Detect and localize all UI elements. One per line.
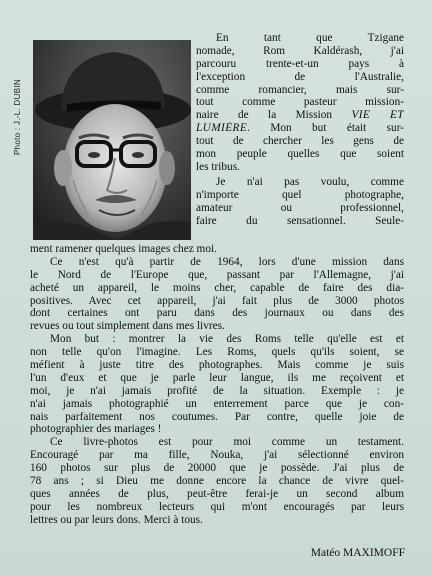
text-line: moi, je n'ai jamais profité de la situation. Exemple : je (30, 384, 404, 397)
text-line: le Nord de l'Europe que, passant par l'Allemagne, j'ai (30, 268, 404, 281)
text-line: mon peuple quelles que soient (196, 148, 404, 161)
text-line: Ce n'est qu'à partir de 1964, lors d'une mission dans (50, 255, 404, 268)
author-portrait (33, 40, 191, 240)
text-line: tout de chercher les gens de (196, 135, 404, 148)
paragraph-2-side (196, 176, 404, 228)
text-fragment: . Mon but était sur- (247, 122, 404, 135)
text-line: amateur ou professionnel, (196, 201, 404, 214)
text-line: lettres ou par leurs dons. Merci à tous. (30, 513, 203, 526)
text-line: 78 ans ; si Dieu me donne encore la chance de vivre quel- (30, 475, 404, 488)
text-line: faire du sensationnel. Seule- (196, 214, 404, 227)
text-line (196, 122, 404, 135)
text-line: Encouragé par ma fille, Nouka, j'ai sélectionné environ (30, 449, 404, 462)
text-line (196, 109, 404, 122)
body-text (30, 243, 404, 527)
text-line: non telle qu'on l'imagine. Les Roms, quels qu'ils soient, se (30, 346, 404, 359)
photo-credit: Photo : J.-L. DUBIN (13, 79, 22, 155)
text-line: photographier des mariages ! (30, 423, 162, 436)
text-line: n'importe quel photographe, (196, 188, 404, 201)
intro-paragraph (196, 32, 404, 174)
text-line: nais parfaitement nos coutumes. Par contre, quelle joie de (30, 410, 404, 423)
text-line: comme romancier, mais sur- (196, 83, 404, 96)
text-fragment: naire de la Mission (196, 109, 352, 122)
text-line: nomade, Rom Kaldérash, j'ai (196, 44, 404, 57)
text-line: 160 photos sur plus de 20000 que je possède. J'ai plus de (30, 462, 404, 475)
text-line: méfient à juste titre des photographes. Mais comme je suis (30, 359, 404, 372)
text-line: les tribus. (196, 160, 240, 173)
text-line: Mon but : montrer la vie des Roms telle qu'elle est et (50, 333, 404, 346)
text-line: ment ramener quelques images chez moi. (30, 243, 217, 255)
portrait-image (33, 40, 191, 240)
mission-name: VIE ET (351, 109, 404, 122)
text-line: n'ai jamais photographié un enterrement parce que je con- (30, 397, 404, 410)
mission-name-cont: LUMIÈRE (196, 122, 248, 135)
text-line: dont certaines ont paru dans des journaux ou dans des (30, 307, 404, 320)
author-signature: Matéo MAXIMOFF (310, 547, 405, 559)
text-line: l'exception de l'Australie, (196, 70, 404, 83)
text-line: l'un d'eux et que je parle leur langue, ils me reçoivent et (30, 371, 404, 384)
text-line: parcouru trente-et-un pays à (196, 57, 404, 70)
text-line: pour les nombreux lecteurs qui m'ont encouragés par leurs (30, 500, 404, 513)
text-line: En tant que Tzigane (216, 32, 404, 44)
text-line: tout comme pasteur mission- (196, 96, 404, 109)
text-line: ques années de plus, peut-être ferai-je un second album (30, 487, 404, 500)
text-line: Ce livre-photos est pour moi comme un testament. (50, 436, 404, 449)
text-line: positives. Avec cet appareil, j'ai fait plus de 3000 photos (30, 294, 404, 307)
text-line: acheté un appareil, le moins cher, capable de faire des dia- (30, 281, 404, 294)
text-line: Je n'ai pas voulu, comme (216, 176, 404, 188)
text-line: revues ou tout simplement dans mes livres. (30, 320, 225, 333)
